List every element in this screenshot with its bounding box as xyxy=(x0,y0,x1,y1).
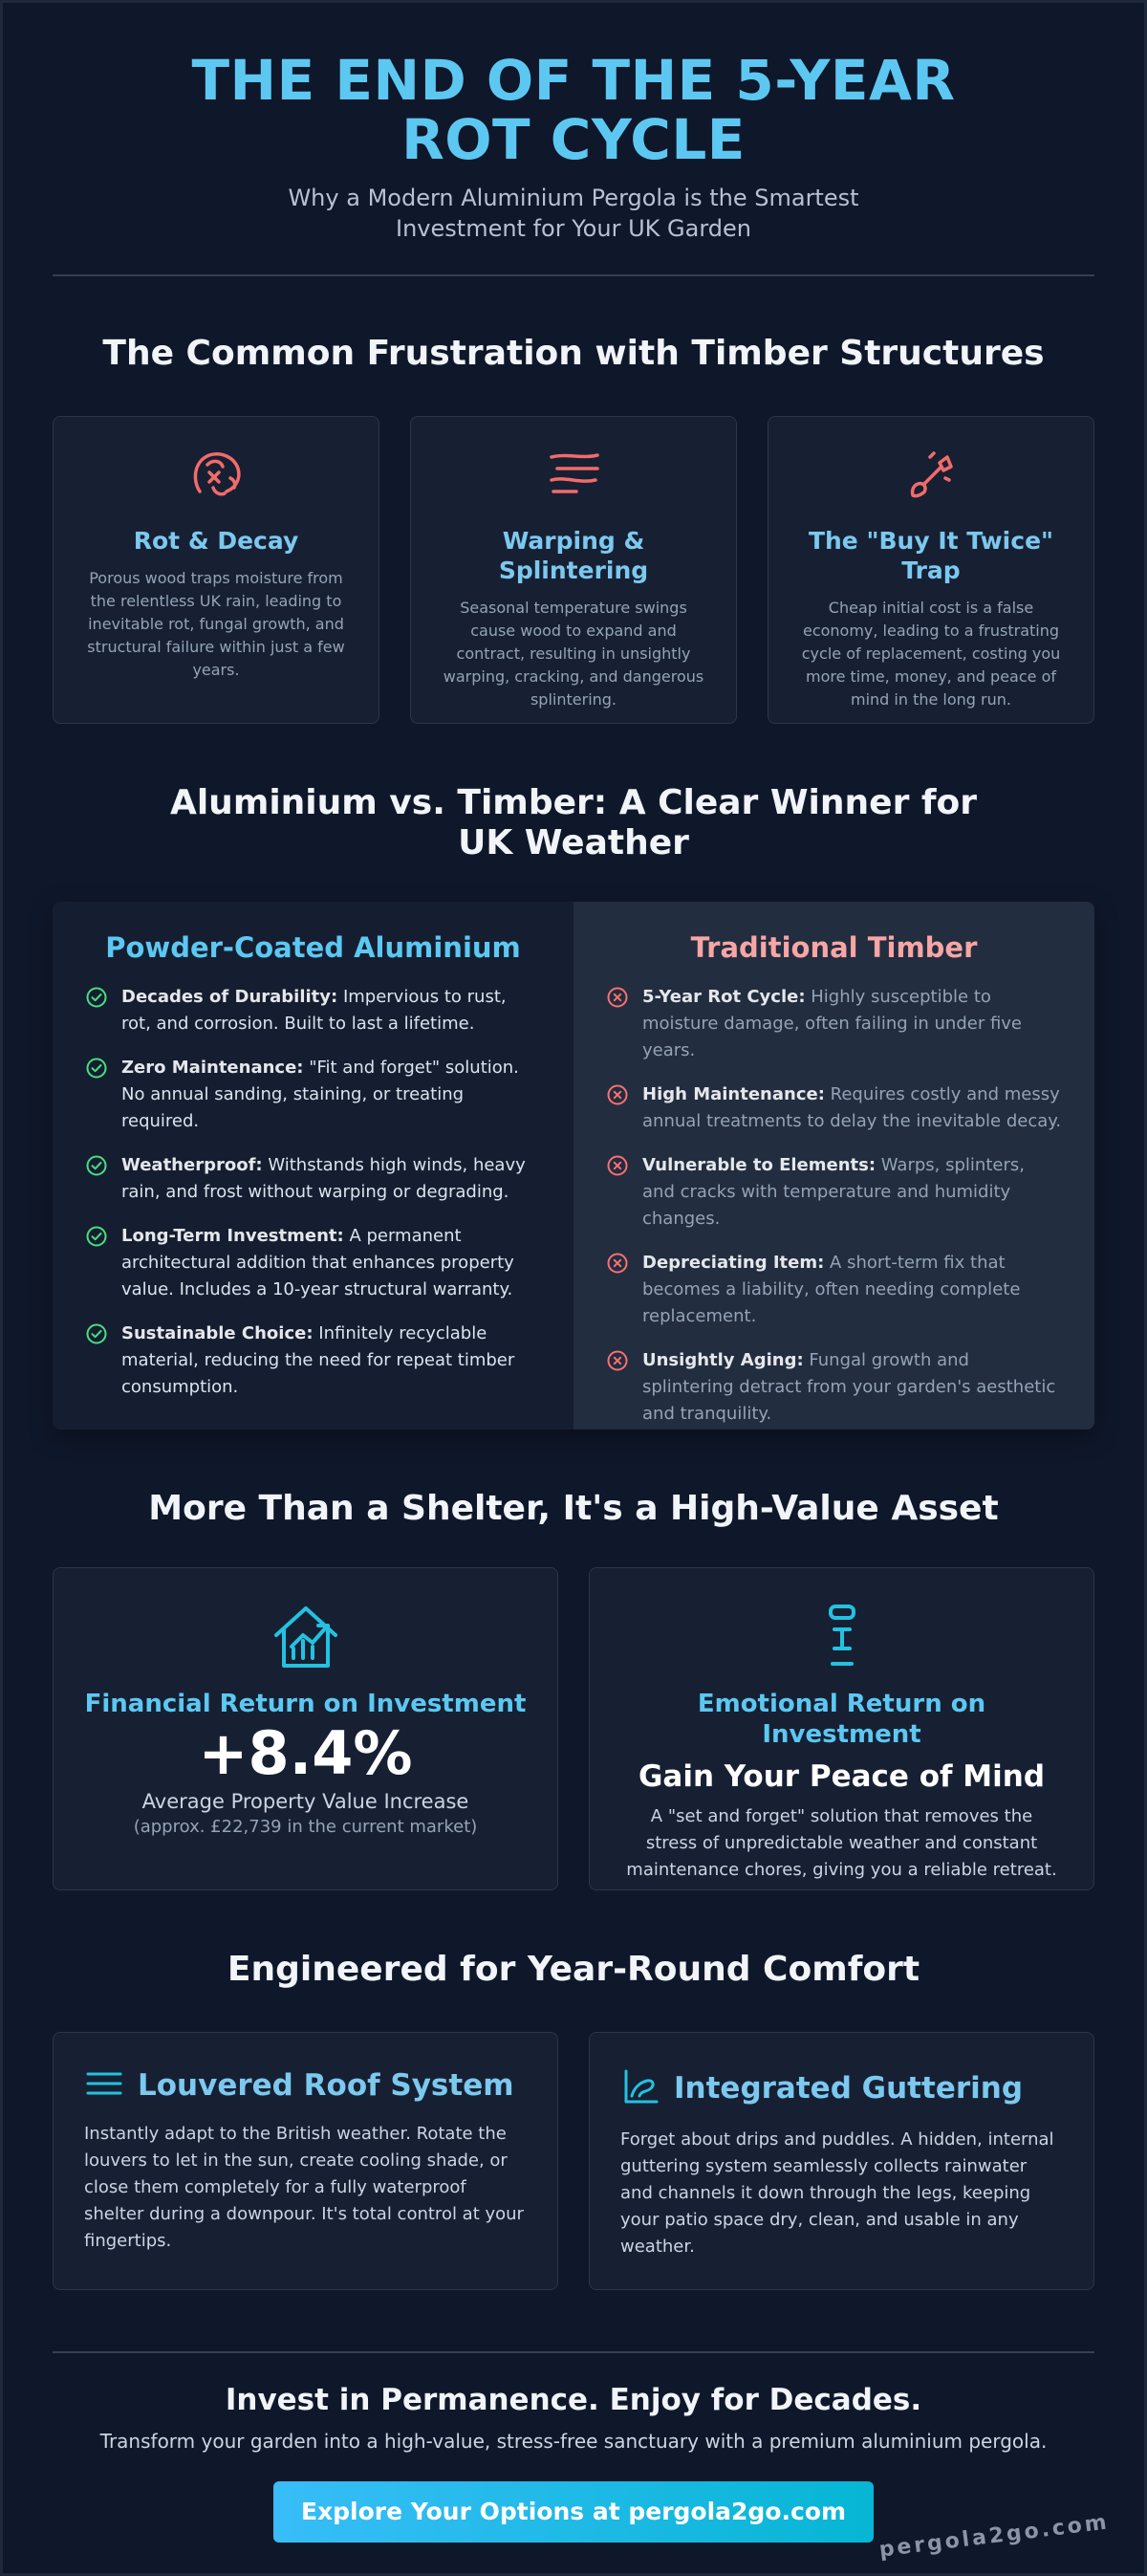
house-growth-icon xyxy=(82,1603,529,1671)
list-item xyxy=(606,1250,1062,1330)
comparison-title: Aluminium vs. Timber: A Clear Winner for UK Weather xyxy=(169,783,977,862)
list-item-text: Zero Maintenance: "Fit and forget" solution. No annual sanding, staining, or treating required. xyxy=(121,1058,519,1131)
frustration-card-text: Cheap initial cost is a false economy, leading to a frustrating cycle of replacement, costing you more time, money, and peace of mind in the long run. xyxy=(801,599,1061,709)
pergola-post-icon xyxy=(618,1603,1065,1671)
warping-icon xyxy=(440,446,707,505)
timber-column xyxy=(574,902,1094,1430)
frustration-card-rot xyxy=(53,416,379,724)
check-circle-icon xyxy=(85,1322,108,1345)
x-circle-icon xyxy=(606,1083,629,1106)
divider xyxy=(53,2351,1094,2353)
list-item-text: Weatherproof: Withstands high winds, heavy rain, and frost without warping or degrading. xyxy=(121,1155,526,1202)
asset-cards xyxy=(53,1567,1094,1890)
explore-options-button[interactable]: Explore Your Options at pergola2go.com xyxy=(273,2481,874,2543)
x-circle-icon xyxy=(606,1349,629,1372)
list-item-text: Sustainable Choice: Infinitely recyclable material, reducing the need for repeat timber consumption. xyxy=(121,1323,515,1397)
timber-list xyxy=(606,984,1062,1428)
list-item xyxy=(85,984,541,1037)
check-circle-icon xyxy=(85,1154,108,1177)
peace-of-mind-headline: Gain Your Peace of Mind xyxy=(638,1759,1046,1794)
list-item xyxy=(606,1347,1062,1428)
property-value-label: Average Property Value Increase xyxy=(141,1790,469,1813)
x-circle-icon xyxy=(606,1154,629,1177)
emotional-roi-title: Emotional Return on Investment xyxy=(697,1690,986,1749)
property-value-note: (approx. £22,739 in the current market) xyxy=(133,1817,478,1837)
list-item xyxy=(85,1152,541,1206)
timber-title: Traditional Timber xyxy=(690,931,978,964)
louvre-icon xyxy=(84,2068,124,2103)
feature-title: Louvered Roof System xyxy=(138,2068,514,2103)
feature-header xyxy=(620,2067,1063,2109)
frustration-card-warping xyxy=(410,416,737,724)
cta-text: Transform your garden into a high-value, stress-free sanctuary with a premium aluminium pergola. xyxy=(99,2430,1048,2453)
list-item-text: Vulnerable to Elements: Warps, splinters, and cracks with temperature and humidity changes. xyxy=(642,1155,1025,1229)
x-circle-icon xyxy=(606,986,629,1009)
financial-roi-card xyxy=(53,1567,558,1890)
list-item xyxy=(85,1223,541,1303)
list-item-text: Decades of Durability: Impervious to rust, rot, and corrosion. Built to last a lifetime. xyxy=(121,987,507,1034)
list-item-text: 5-Year Rot Cycle: Highly susceptible to moisture damage, often failing in under five years. xyxy=(642,987,1023,1060)
list-item xyxy=(85,1055,541,1135)
feature-title: Integrated Guttering xyxy=(674,2071,1024,2106)
asset-title: More Than a Shelter, It's a High-Value Asset xyxy=(148,1489,999,1528)
list-item-text: Depreciating Item: A short-term fix that becomes a liability, often needing complete replacement. xyxy=(642,1253,1021,1326)
list-item-text: High Maintenance: Requires costly and messy annual treatments to delay the inevitable decay. xyxy=(642,1084,1062,1131)
feature-header xyxy=(84,2067,527,2104)
financial-roi-title: Financial Return on Investment xyxy=(84,1690,527,1718)
list-item xyxy=(85,1321,541,1401)
divider xyxy=(53,274,1094,276)
check-circle-icon xyxy=(85,986,108,1009)
list-item-text: Long-Term Investment: A permanent architectural addition that enhances property value. Includes a 10-year structural warranty. xyxy=(121,1226,514,1299)
aluminium-list xyxy=(85,984,541,1401)
check-circle-icon xyxy=(85,1057,108,1080)
emotional-roi-card xyxy=(589,1567,1094,1890)
feature-cards xyxy=(53,2032,1094,2290)
frustration-card-buy-twice xyxy=(768,416,1094,724)
feature-text: Instantly adapt to the British weather. Rotate the louvers to let in the sun, create cooling shade, or close them completely for a fully waterproof shelter during a downpour. It's total control at your fingertips. xyxy=(84,2124,524,2251)
aluminium-column xyxy=(53,902,574,1430)
guttering-icon xyxy=(620,2067,660,2109)
paint-brush-icon xyxy=(797,446,1065,505)
frustration-title: The Common Frustration with Timber Structures xyxy=(102,334,1045,373)
rot-icon xyxy=(82,446,350,505)
page-title: THE END OF THE 5-YEAR ROT CYCLE xyxy=(191,48,956,172)
list-item xyxy=(606,984,1062,1064)
x-circle-icon xyxy=(606,1252,629,1275)
comparison-table xyxy=(53,902,1094,1430)
feature-text: Forget about drips and puddles. A hidden, internal guttering system seamlessly collects rainwater and channels it down through the legs, keeping your patio space dry, clean, and usable in any weather. xyxy=(620,2129,1054,2257)
frustration-card-text: Seasonal temperature swings cause wood to expand and contract, resulting in unsightly warping, cracking, and dangerous splintering. xyxy=(443,599,704,709)
check-circle-icon xyxy=(85,1225,108,1248)
frustration-card-title: Warping & Splintering xyxy=(498,527,649,584)
frustration-card-title: The "Buy It Twice" Trap xyxy=(808,527,1054,584)
cta-title: Invest in Permanence. Enjoy for Decades. xyxy=(225,2383,922,2417)
list-item xyxy=(606,1152,1062,1233)
list-item-text: Unsightly Aging: Fungal growth and splintering detract from your garden's aesthetic and tranquility. xyxy=(642,1350,1056,1424)
property-value-increase: +8.4% xyxy=(198,1718,413,1788)
page-subtitle: Why a Modern Aluminium Pergola is the Smartest Investment for Your UK Garden xyxy=(288,185,859,242)
call-to-action xyxy=(53,2351,1094,2543)
frustration-card-title: Rot & Decay xyxy=(133,527,299,555)
brand-watermark: pergola2go.com xyxy=(877,2510,1111,2563)
aluminium-title: Powder-Coated Aluminium xyxy=(105,931,521,964)
feature-card-louvered-roof xyxy=(53,2032,558,2290)
emotional-roi-text: A "set and forget" solution that removes the stress of unpredictable weather and constant maintenance chores, giving you a reliable retreat. xyxy=(626,1806,1057,1880)
list-item xyxy=(606,1081,1062,1135)
feature-card-guttering xyxy=(589,2032,1094,2290)
frustration-card-text: Porous wood traps moisture from the relentless UK rain, leading to inevitable rot, fungal growth, and structural failure within just a few years. xyxy=(87,569,345,679)
features-title: Engineered for Year-Round Comfort xyxy=(227,1950,920,1989)
hero xyxy=(53,3,1094,244)
frustration-cards xyxy=(53,416,1094,724)
